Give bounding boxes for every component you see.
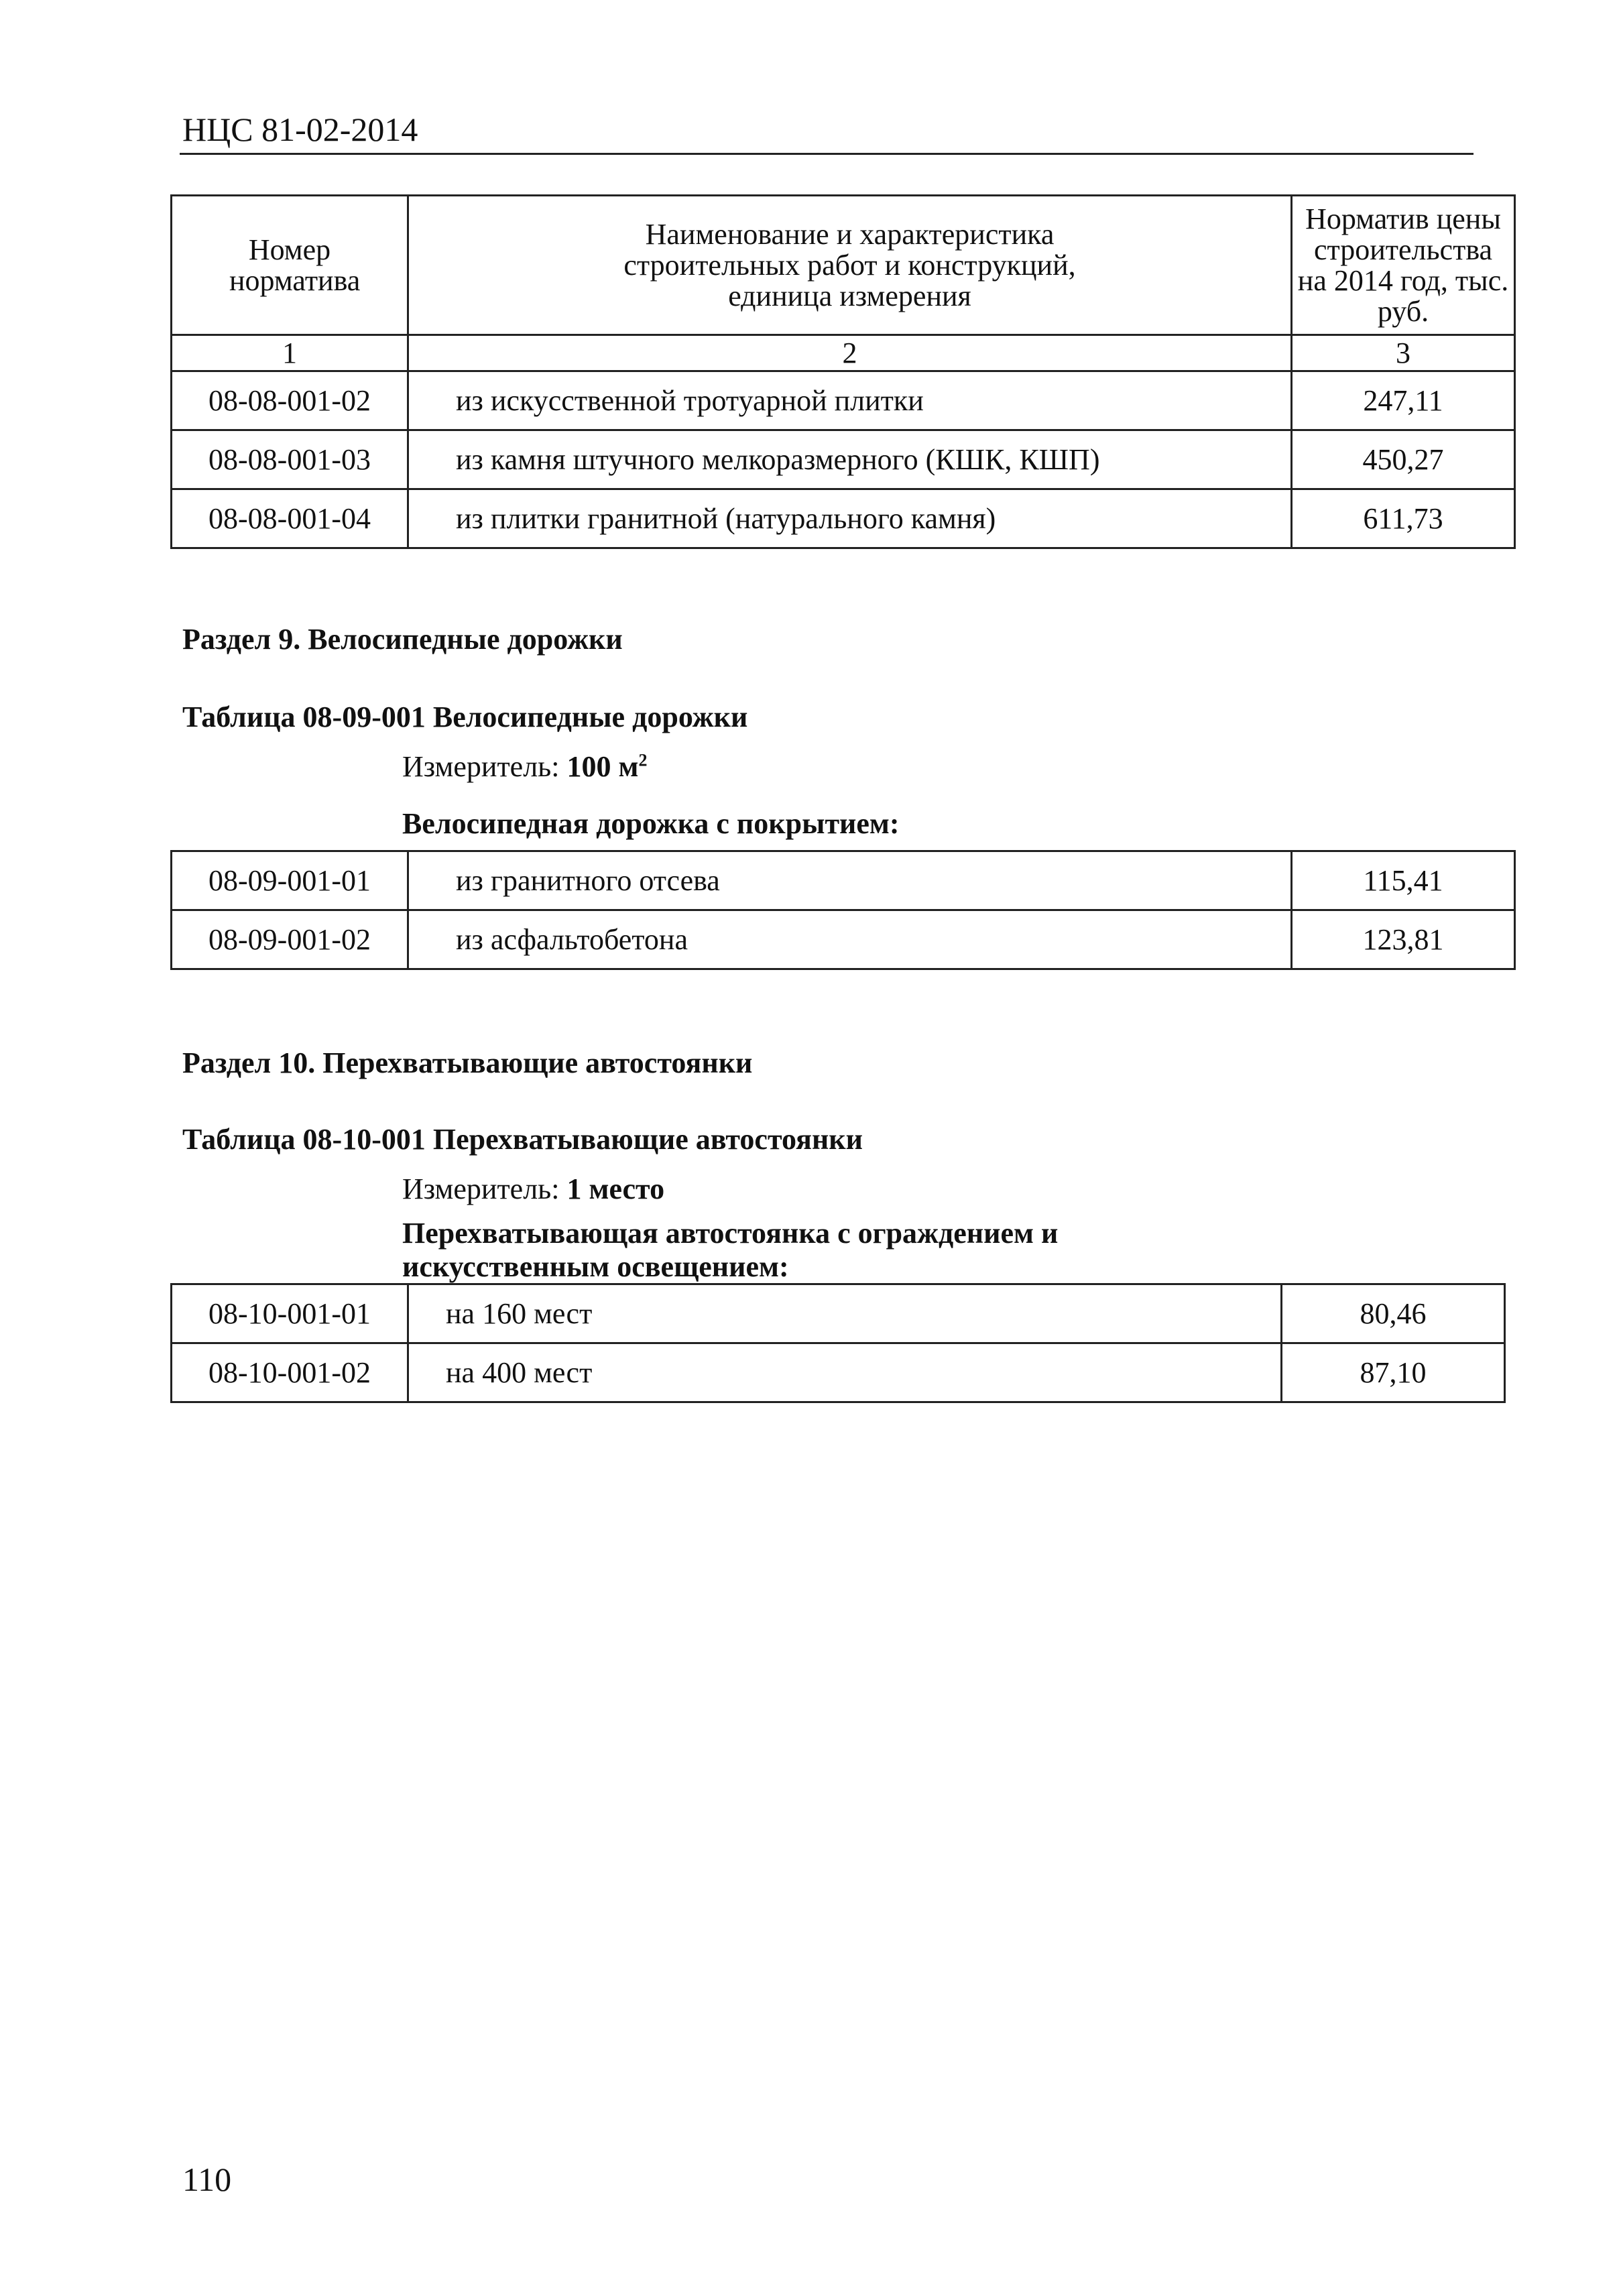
table-row bbox=[172, 430, 1515, 489]
unit-value: 1 место bbox=[566, 1172, 665, 1205]
row-code: 08-10-001-02 bbox=[172, 1343, 408, 1402]
header-rule bbox=[180, 153, 1474, 155]
unit-label: Измеритель: bbox=[402, 750, 560, 783]
row-name: из искусственной тротуарной плитки bbox=[408, 371, 1292, 430]
section-9-title: Раздел 9. Велосипедные дорожки bbox=[182, 623, 623, 656]
row-name: на 400 мест bbox=[408, 1343, 1282, 1402]
row-price: 115,41 bbox=[1292, 851, 1515, 910]
column-number: 3 bbox=[1292, 335, 1515, 371]
row-code: 08-09-001-01 bbox=[172, 851, 408, 910]
row-price: 80,46 bbox=[1282, 1284, 1505, 1343]
page-number: 110 bbox=[182, 2161, 232, 2198]
unit-line bbox=[402, 749, 647, 784]
column-number: 1 bbox=[172, 335, 408, 371]
row-name: на 160 мест bbox=[408, 1284, 1282, 1343]
table-row bbox=[172, 371, 1515, 430]
table-08-10 bbox=[170, 1283, 1506, 1403]
table-08-08 bbox=[170, 194, 1516, 549]
column-number-row bbox=[172, 335, 1515, 371]
row-code: 08-10-001-01 bbox=[172, 1284, 408, 1343]
row-name: из гранитного отсева bbox=[408, 851, 1292, 910]
row-price: 87,10 bbox=[1282, 1343, 1505, 1402]
document-code: НЦС 81-02-2014 bbox=[182, 111, 418, 148]
section-10-title: Раздел 10. Перехватывающие автостоянки bbox=[182, 1046, 753, 1079]
group-label: Велосипедная дорожка с покрытием: bbox=[402, 807, 900, 840]
row-name: из камня штучного мелкоразмерного (КШК, КШП) bbox=[408, 430, 1292, 489]
table-row bbox=[172, 910, 1515, 969]
row-code: 08-08-001-03 bbox=[172, 430, 408, 489]
row-price: 450,27 bbox=[1292, 430, 1515, 489]
row-name: из асфальтобетона bbox=[408, 910, 1292, 969]
row-price: 123,81 bbox=[1292, 910, 1515, 969]
unit-label: Измеритель: bbox=[402, 1172, 560, 1205]
table-row bbox=[172, 489, 1515, 548]
unit-line bbox=[402, 1172, 664, 1206]
table-header-row bbox=[172, 196, 1515, 335]
row-price: 247,11 bbox=[1292, 371, 1515, 430]
column-number: 2 bbox=[408, 335, 1292, 371]
table-row bbox=[172, 1284, 1505, 1343]
table-08-10-001-title: Таблица 08-10-001 Перехватывающие автостоянки bbox=[182, 1123, 863, 1156]
row-price: 611,73 bbox=[1292, 489, 1515, 548]
row-code: 08-08-001-04 bbox=[172, 489, 408, 548]
row-code: 08-08-001-02 bbox=[172, 371, 408, 430]
table-08-09 bbox=[170, 850, 1516, 970]
row-name: из плитки гранитной (натурального камня) bbox=[408, 489, 1292, 548]
column-header-code: Номер норматива bbox=[172, 196, 408, 335]
table-08-09-001-title: Таблица 08-09-001 Велосипедные дорожки bbox=[182, 701, 748, 733]
column-header-name: Наименование и характеристика строительных работ и конструкций, единица измерения bbox=[408, 196, 1292, 335]
unit-value: 100 $м^2$ bbox=[566, 750, 648, 783]
table-row bbox=[172, 1343, 1505, 1402]
table-row bbox=[172, 851, 1515, 910]
column-header-price: Норматив цены строительства на 2014 год, тыс. руб. bbox=[1292, 196, 1515, 335]
row-code: 08-09-001-02 bbox=[172, 910, 408, 969]
group-label: Перехватывающая автостоянка с ограждением и искусственным освещением: bbox=[402, 1217, 1059, 1283]
